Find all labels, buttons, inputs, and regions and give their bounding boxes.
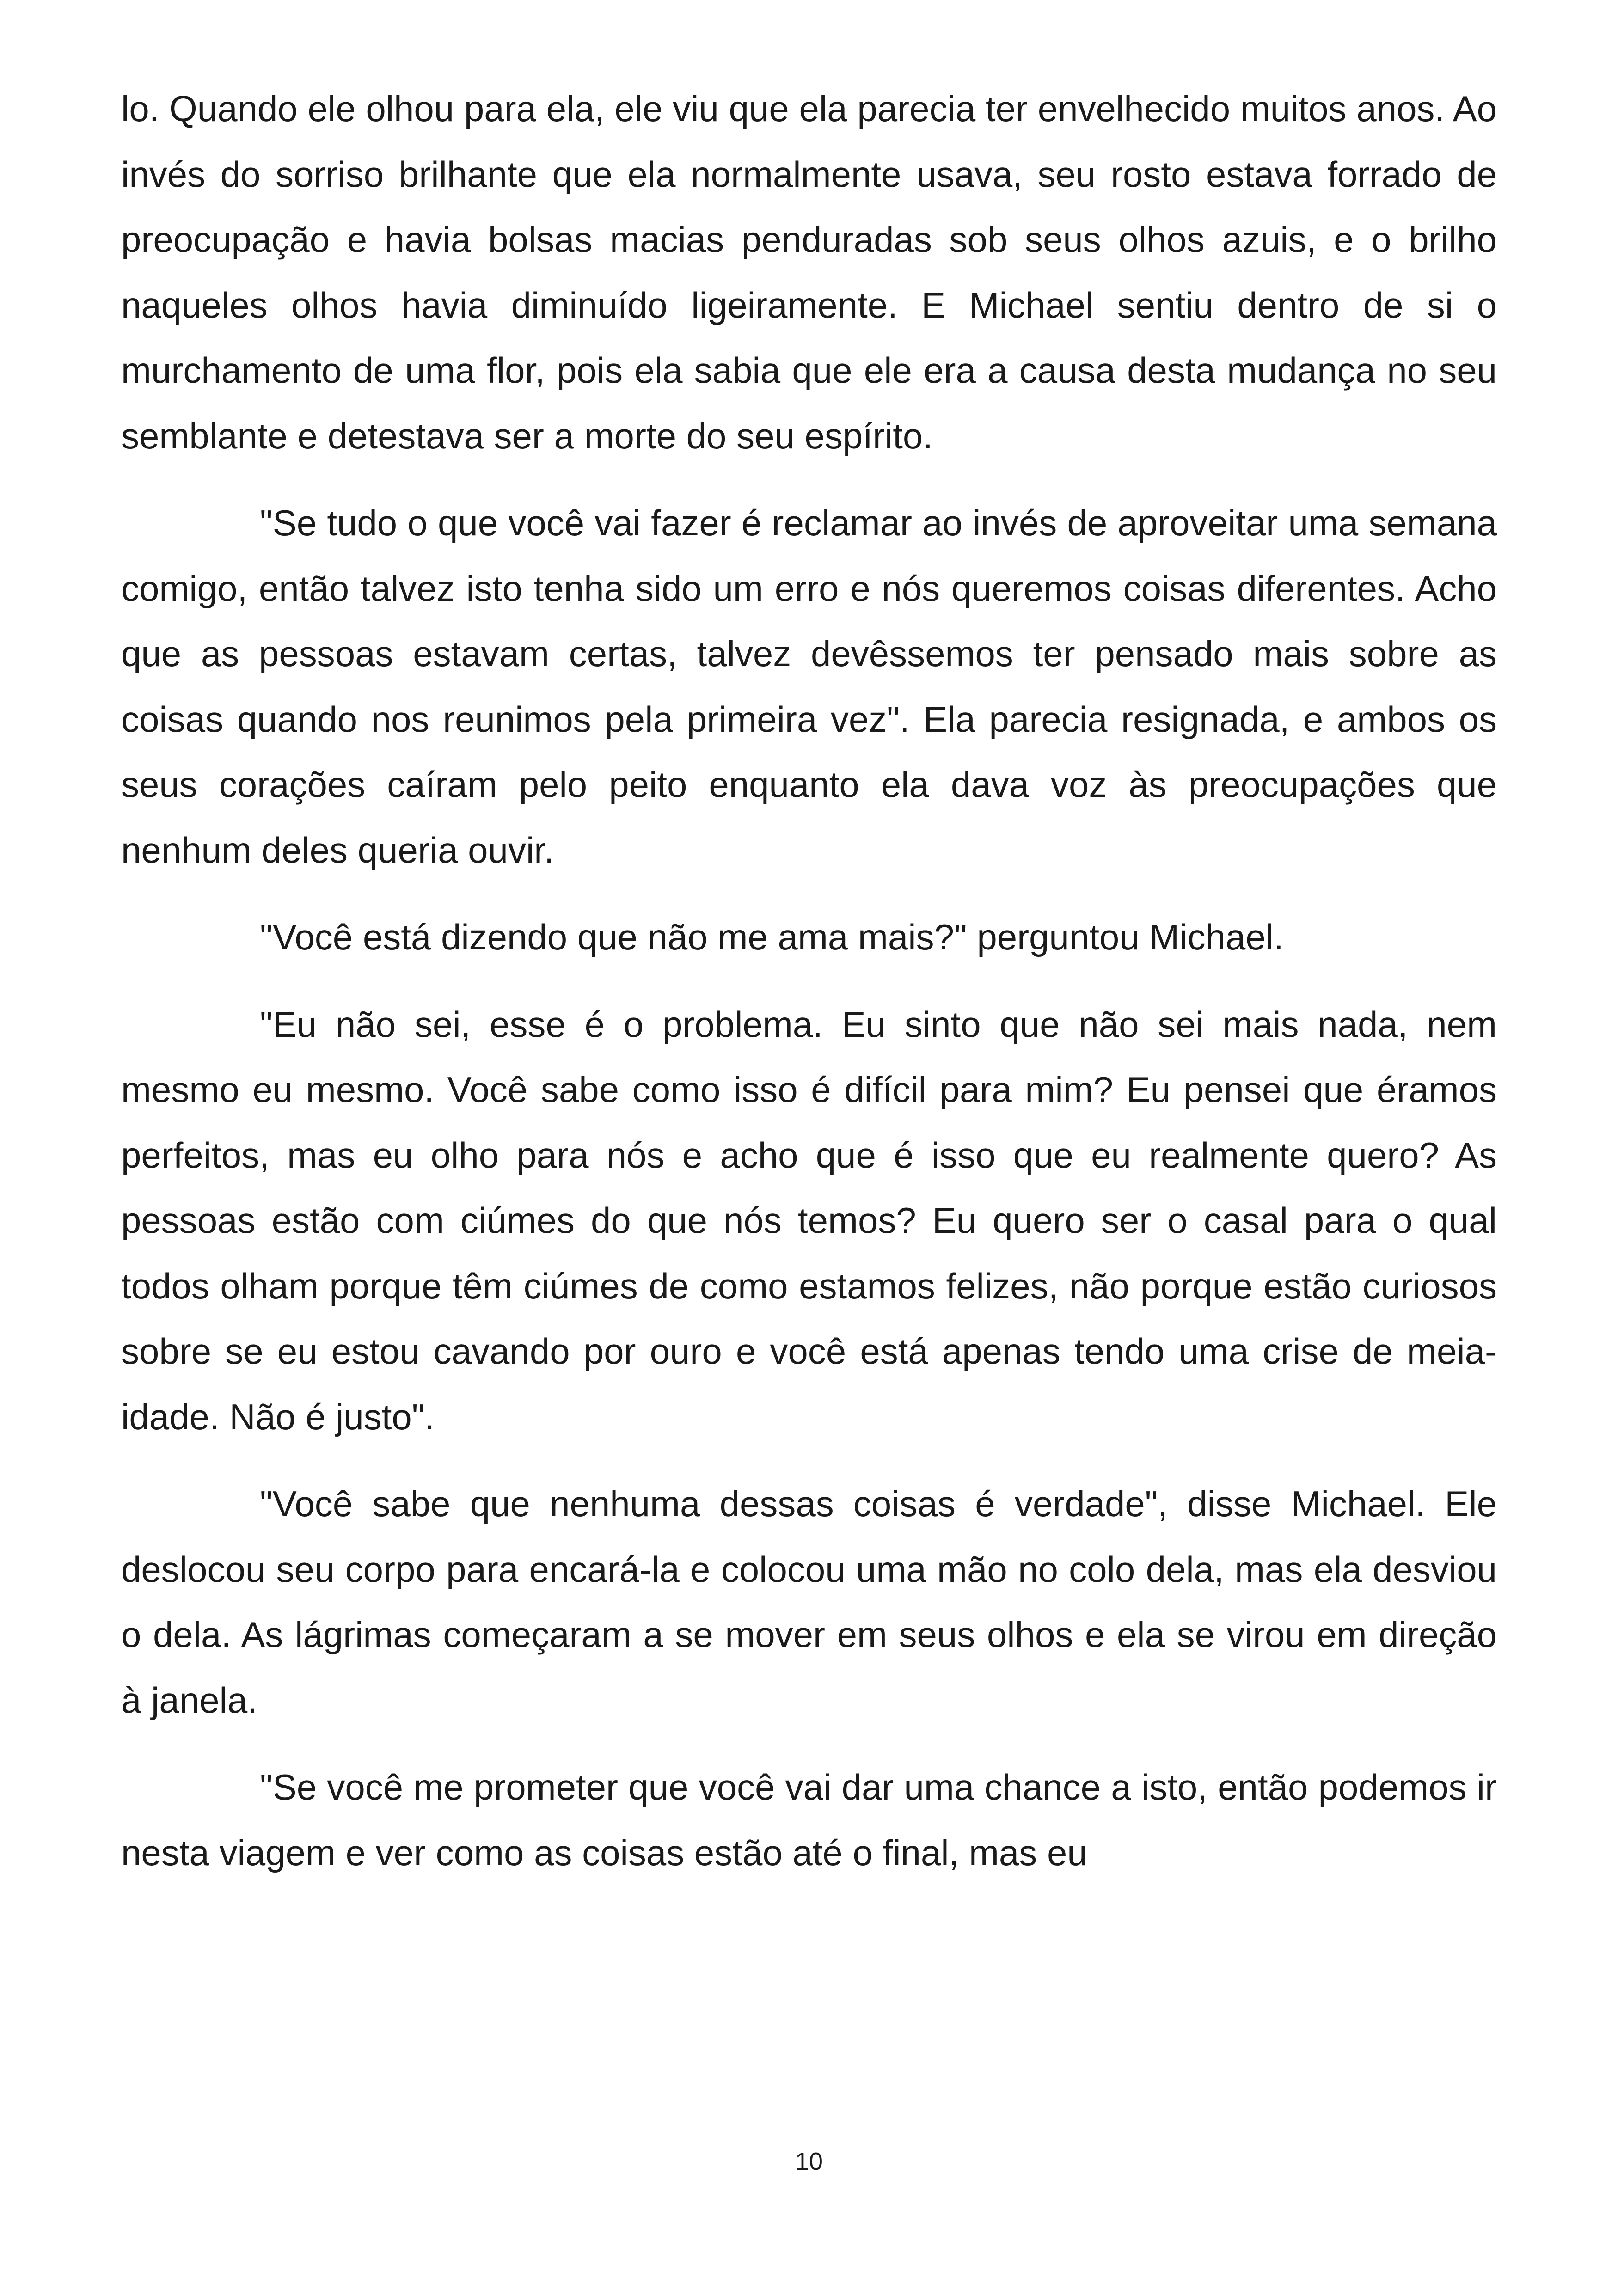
body-text xyxy=(121,76,1497,1886)
paragraph-6: "Se você me prometer que você vai dar uma chance a isto, então podemos ir nesta viagem e ver como as coisas estão até o final, mas eu xyxy=(121,1767,1497,1873)
paragraph-1: lo. Quando ele olhou para ela, ele viu que ela parecia ter envelhecido muitos anos. Ao invés do sorriso brilhante que ela normalmente usava, seu rosto estava forrado de preocupação e havia bolsas macias penduradas sob seus olhos azuis, e o brilho naqueles olhos havia diminuído ligeiramente. E Michael sentiu dentro de si o murchamento de uma flor, pois ela sabia que ele era a causa desta mudança no seu semblante e detestava ser a morte do seu espírito. xyxy=(121,88,1497,456)
paragraph-2: "Se tudo o que você vai fazer é reclamar ao invés de aproveitar uma semana comigo, então talvez isto tenha sido um erro e nós queremos coisas diferentes. Acho que as pessoas estavam certas, talvez devêssemos ter pensado mais sobre as coisas quando nos reunimos pela primeira vez". Ela parecia resignada, e ambos os seus corações caíram pelo peito enquanto ela dava voz às preocupações que nenhum deles queria ouvir. xyxy=(121,502,1497,870)
page-number: 10 xyxy=(795,2148,823,2175)
paragraph-5: "Você sabe que nenhuma dessas coisas é verdade", disse Michael. Ele deslocou seu corpo para encará-la e colocou uma mão no colo dela, mas ela desviou o dela. As lágrimas começaram a se mover em seus olhos e ela se virou em direção à janela. xyxy=(121,1483,1497,1720)
paragraph-3: "Você está dizendo que não me ama mais?" perguntou Michael. xyxy=(260,917,1284,957)
paragraph-4: "Eu não sei, esse é o problema. Eu sinto que não sei mais nada, nem mesmo eu mesmo. Você sabe como isso é difícil para mim? Eu pensei que éramos perfeitos, mas eu olho para nós e acho que é isso que eu realmente quero? As pessoas estão com ciúmes do que nós temos? Eu quero ser o casal para o qual todos olham porque têm ciúmes de como estamos felizes, não porque estão curiosos sobre se eu estou cavando por ouro e você está apenas tendo uma crise de meia-idade. Não é justo". xyxy=(121,1004,1497,1437)
